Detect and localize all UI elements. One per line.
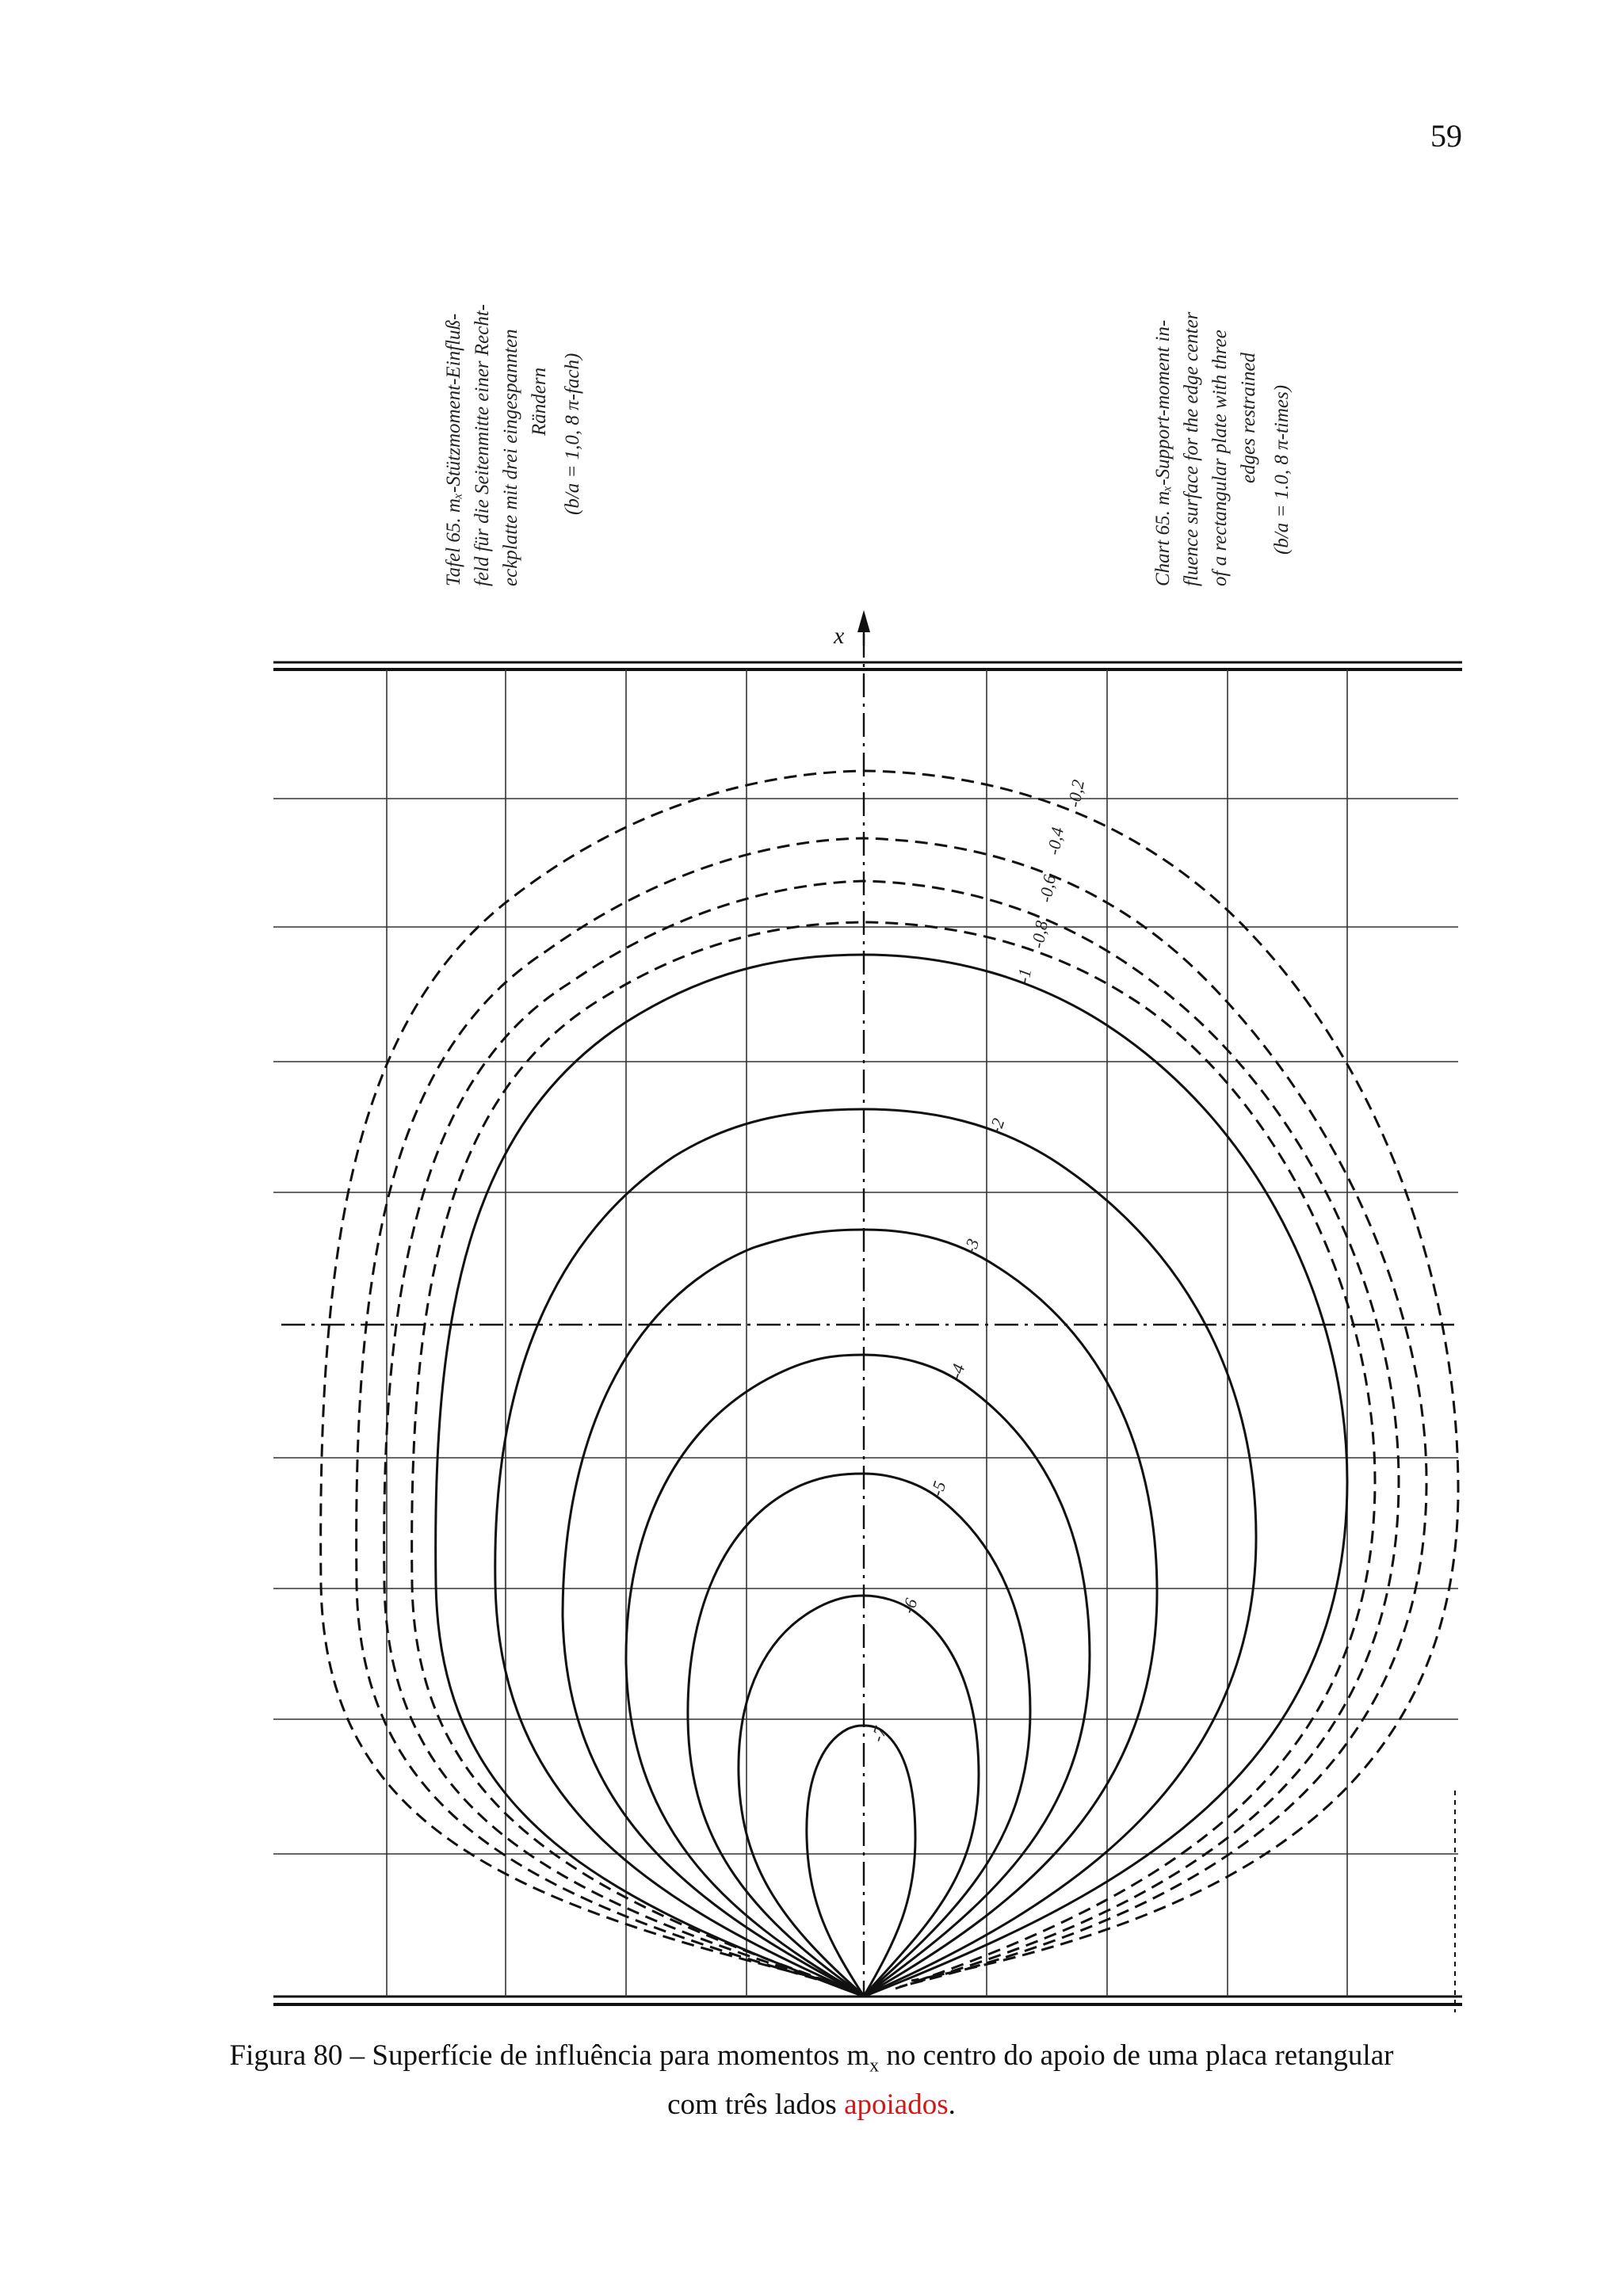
contour-label: -6 [897,1596,922,1616]
german-title-line: feld für die Seitenmitte einer Recht- [472,303,493,586]
contour-dashed-0-4 [357,838,1426,1985]
contour-label: -5 [926,1478,950,1499]
x-axis-label: x [834,623,845,649]
plate-edges [273,662,1462,2012]
contour-label: -0,8 [1027,919,1052,950]
contour-label: -2 [984,1116,1009,1136]
caption-text: Figura 80 – Superfície de influência para momentos m [229,2039,870,2072]
solid-contours [436,955,1347,1995]
contour-label: -4 [945,1361,969,1382]
english-title-line: (b/a = 1.0, 8 π-times) [1271,384,1293,555]
contour-dashed-0-6 [384,881,1399,1987]
grid [273,669,1458,1997]
german-title-line: eckplatte mit drei eingespannten [500,329,521,586]
dashed-contours [321,771,1458,1989]
contour-label: -3 [959,1236,983,1257]
contour-label: -0,4 [1043,826,1067,856]
contour-solid-2 [495,1109,1256,1995]
german-title [443,304,583,586]
figure-caption [143,2036,1480,2125]
english-title-line: fluence surface for the edge center [1181,311,1202,586]
german-title-line: (b/a = 1,0, 8 π-fach) [562,353,583,515]
english-title [1152,311,1293,586]
contour-solid-4 [626,1355,1090,1995]
caption-highlight: apoiados [844,2088,949,2122]
caption-text: com três lados [667,2088,845,2122]
caption-subscript: x [869,2055,880,2077]
contour-label: -0,2 [1064,778,1088,809]
german-title-line: Tafel 65. mₓ-Stützmoment-Einfluß- [443,313,464,586]
caption-text: . [948,2088,956,2122]
x-axis-arrow [833,610,870,649]
german-title-line: Rändern [529,367,550,436]
page-number: 59 [1430,118,1462,154]
contour-label: -7 [866,1724,891,1745]
contour-solid-5 [688,1474,1030,1995]
english-title-line: Chart 65. mₓ-Support-moment in- [1152,319,1174,586]
english-title-line: of a rectangular plate with three [1209,330,1231,586]
contour-label: -0,6 [1035,873,1060,904]
contour-solid-7 [807,1726,915,1995]
contour-label: -1 [1013,967,1036,985]
caption-text: no centro do apoio de uma placa retangular [879,2039,1394,2072]
english-title-line: edges restrained [1238,352,1259,483]
